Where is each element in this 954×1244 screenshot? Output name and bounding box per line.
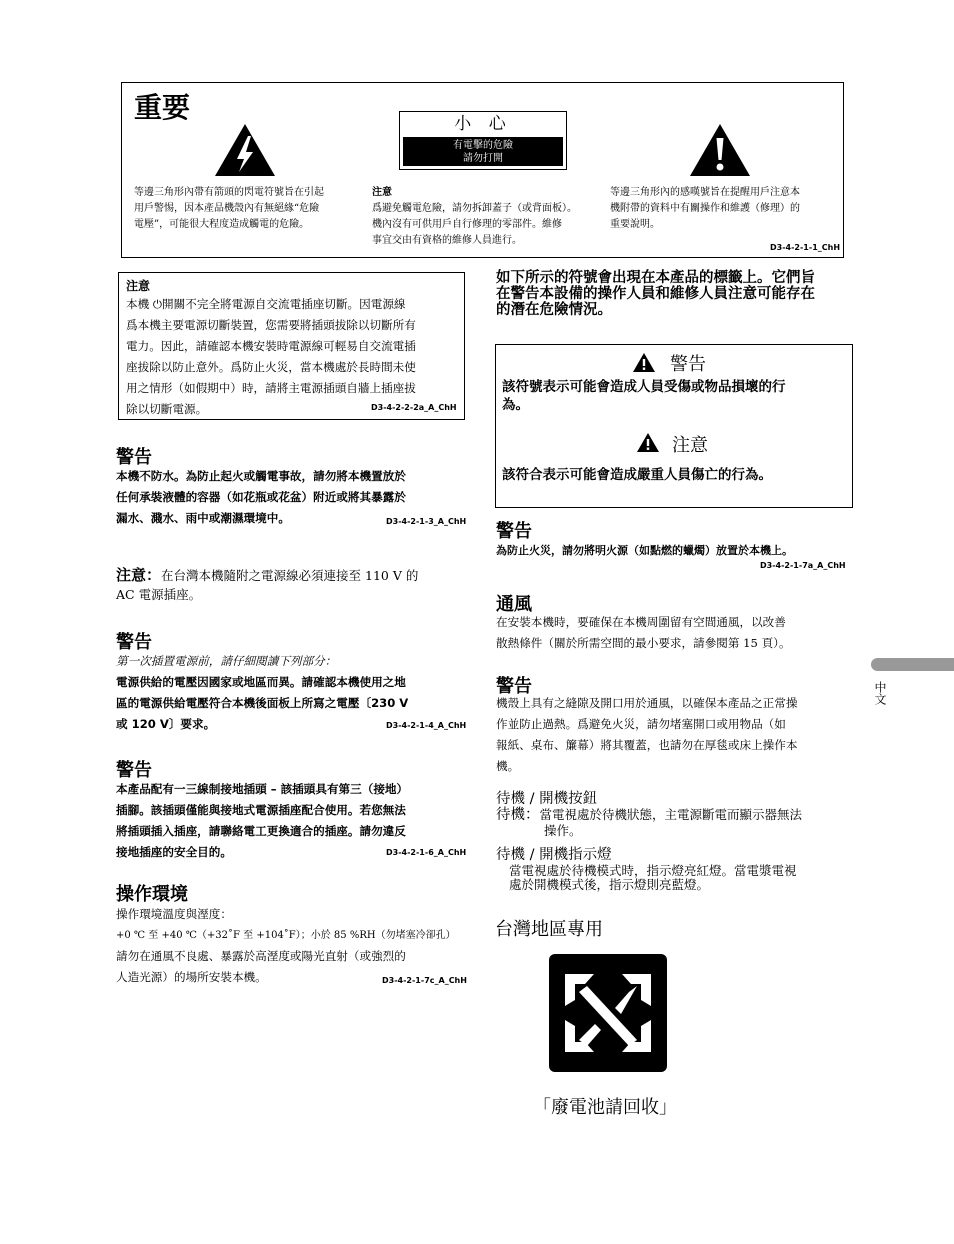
- text-line: 用之情形（如假期中）時，請將主電源插頭自牆上插座拔: [126, 381, 416, 395]
- caution-label-line: 請勿打開: [463, 153, 503, 164]
- warning-triangle-icon: [632, 352, 656, 373]
- warning-heading: 警告: [496, 676, 532, 697]
- symbol-warning-title: 警告: [670, 354, 706, 375]
- text-line: +0 ℃ 至 +40 ℃（+32˚F 至 +104˚F）；小於 85 %RH（勿堵塞冷卻孔）: [116, 930, 456, 941]
- text-line: 本產品配有一三線制接地插頭 – 該插頭具有第三（接地）: [116, 782, 409, 796]
- text-line: 報紙、桌布、簾幕）將其覆蓋，也請勿在厚毯或床上操作本: [496, 738, 798, 752]
- text-line: 電源供給的電壓因國家或地區而異。請確認本機使用之地: [116, 675, 406, 689]
- caution-label-body: [403, 137, 563, 166]
- language-tab-label: 中文: [873, 681, 887, 705]
- text-line: 除以切斷電源。: [126, 402, 208, 416]
- note-label: 注意：: [116, 566, 162, 584]
- text-line: 插腳。該插頭僅能與接地式電源插座配合使用。若您無法: [116, 803, 406, 817]
- symbol-caution-text: 該符合表示可能會造成嚴重人員傷亡的行為。: [502, 467, 772, 483]
- important-right-text: [610, 185, 838, 233]
- standby-button-heading: 待機 / 開機按鈕: [496, 791, 598, 807]
- symbol-warning-text: [502, 378, 848, 414]
- text-line: 為。: [502, 397, 529, 413]
- text-line: 人造光源）的場所安裝本機。: [116, 970, 267, 984]
- notice-text: [126, 294, 460, 420]
- standby-label: 待機：: [496, 807, 540, 823]
- text-line: 該符號表示可能會造成人員受傷或物品損壞的行: [502, 379, 786, 395]
- text-line: 任何承裝液體的容器（如花瓶或花盆）附近或將其暴露於: [116, 490, 406, 504]
- notice-code: D3-4-2-2-2a_A_ChH: [371, 403, 457, 412]
- text-line: 事宜交由有資格的維修人員進行。: [372, 235, 522, 246]
- warning-text: [496, 693, 852, 777]
- environment-heading: 操作環境: [116, 884, 188, 905]
- important-mid-text: [372, 185, 604, 249]
- taiwan-heading: 台灣地區專用: [495, 919, 603, 940]
- important-title: 重要: [134, 91, 191, 124]
- text-line: 座拔除以防止意外。爲防止火災，當本機處於長時間未使: [126, 360, 416, 374]
- text-line: AC 電源插座。: [116, 587, 202, 602]
- text-line: 等邊三角形內帶有箭頭的閃電符號旨在引起: [134, 187, 324, 198]
- text-line: 爲本機主要電源切斷裝置，您需要將插頭拔除以切斷所有: [126, 318, 416, 332]
- warning-heading: 警告: [116, 632, 152, 653]
- text-line: 的潛在危險情況。: [496, 302, 612, 318]
- symbol-caution-title: 注意: [672, 435, 708, 456]
- text-line: 漏水、濺水、雨中或潮濕環境中。: [116, 511, 290, 525]
- text-line: 接地插座的安全目的。: [116, 845, 232, 859]
- warning-italic: 第一次插置電源前，請仔細閱讀下列部分：: [116, 654, 337, 668]
- text-line: 重要說明。: [610, 219, 660, 230]
- warning-code: D3-4-2-1-4_A_ChH: [386, 721, 467, 730]
- text-line: 散熱條件（關於所需空間的最小要求，請參閱第 15 頁）。: [496, 636, 791, 650]
- text-line: 注意: [372, 187, 392, 198]
- text-line: 處於開機模式後，指示燈則亮藍燈。: [509, 877, 710, 892]
- text-line: 機附帶的資料中有關操作和維護（修理）的: [610, 203, 800, 214]
- text-line: 操作。: [544, 823, 582, 838]
- text-line: 請勿在通風不良處、暴露於高溼度或陽光直射（或強烈的: [116, 949, 406, 963]
- text-line: 作並防止過熱。爲避免火災，請勿堵塞開口或用物品（如: [496, 717, 786, 731]
- text-line: 機內沒有可供用戶自行修理的零部件。維修: [372, 219, 562, 230]
- warning-code: D3-4-2-1-3_A_ChH: [386, 517, 467, 526]
- standby-indicator-heading: 待機 / 開機指示燈: [496, 847, 612, 863]
- warning-code: D3-4-2-1-6_A_ChH: [386, 848, 467, 857]
- warning-heading: 警告: [116, 447, 152, 468]
- text-line: 如下所示的符號會出現在本產品的標籤上。它們旨: [496, 270, 815, 286]
- standby-button-text: [496, 807, 856, 838]
- warning-heading: 警告: [116, 760, 152, 781]
- caution-label-title: 小 心: [454, 114, 512, 134]
- caution-label-line: 有電擊的危險: [453, 140, 513, 151]
- exclamation-warning-icon: [688, 122, 752, 178]
- text-line: 本機不防水。為防止起火或觸電事故，請勿將本機置放於: [116, 469, 406, 483]
- text-line: 當電視處於待機狀態，主電源斷電而顯示器無法: [539, 807, 803, 822]
- text-line: 操作環境溫度與溼度：: [116, 907, 232, 921]
- text-line: 本機 ⏻開關不完全將電源自交流電插座切斷。因電源線: [126, 297, 406, 311]
- notice-title: 注意: [126, 279, 151, 293]
- text-line: 機。: [496, 759, 520, 773]
- caution-triangle-icon: [636, 432, 660, 453]
- text-line: 電力。因此，請確認本機安裝時電源線可輕易自交流電插: [126, 339, 416, 353]
- text-line: 區的電源供給電壓符合本機後面板上所寫之電壓〔230 V: [116, 696, 409, 710]
- warning-heading: 警告: [496, 521, 532, 542]
- lightning-warning-icon: [213, 122, 277, 178]
- environment-code: D3-4-2-1-7c_A_ChH: [382, 976, 467, 985]
- battery-recycle-icon: [549, 954, 667, 1072]
- text-line: 等邊三角形內的感嘆號旨在提醒用戶注意本: [610, 187, 800, 198]
- text-line: 機殼上具有之縫隙及開口用於通風，以確保本產品之正常操: [496, 696, 798, 710]
- recycle-caption: 「廢電池請回收」: [533, 1097, 677, 1118]
- text-line: 在警告本設備的操作人員和維修人員注意可能存在: [496, 286, 815, 302]
- ventilation-heading: 通風: [496, 594, 532, 615]
- ventilation-text: [496, 612, 852, 654]
- warning-code: D3-4-2-1-7a_A_ChH: [760, 561, 846, 570]
- text-line: 用戶警惕，因本產品機殼內有無絕緣“危險: [134, 203, 320, 214]
- text-line: 在安裝本機時，要確保在本機周圍留有空間通風，以改善: [496, 615, 786, 629]
- standby-indicator-text: [509, 864, 859, 892]
- text-line: 在台灣本機隨附之電源線必須連接至 110 V 的: [161, 568, 419, 583]
- text-line: 當電視處於待機模式時，指示燈亮紅燈。當電漿電視: [509, 863, 797, 878]
- text-line: 電壓”，可能很大程度造成觸電的危險。: [134, 219, 310, 230]
- symbols-intro: [496, 270, 852, 318]
- important-code: D3-4-2-1-1_ChH: [770, 243, 841, 252]
- text-line: 或 120 V〕要求。: [116, 717, 216, 731]
- text-line: 將插頭插入插座，請聯絡電工更換適合的插座。請勿違反: [116, 824, 406, 838]
- language-side-tab: [871, 658, 954, 671]
- text-line: 爲避免觸電危險，請勿拆卸蓋子（或背面板）。: [372, 203, 577, 214]
- taiwan-note: [116, 566, 466, 604]
- caution-label: [399, 111, 567, 170]
- important-left-text: [134, 185, 366, 233]
- warning-text: 為防止火災，請勿將明火源（如點燃的蠟燭）放置於本機上。: [496, 544, 793, 557]
